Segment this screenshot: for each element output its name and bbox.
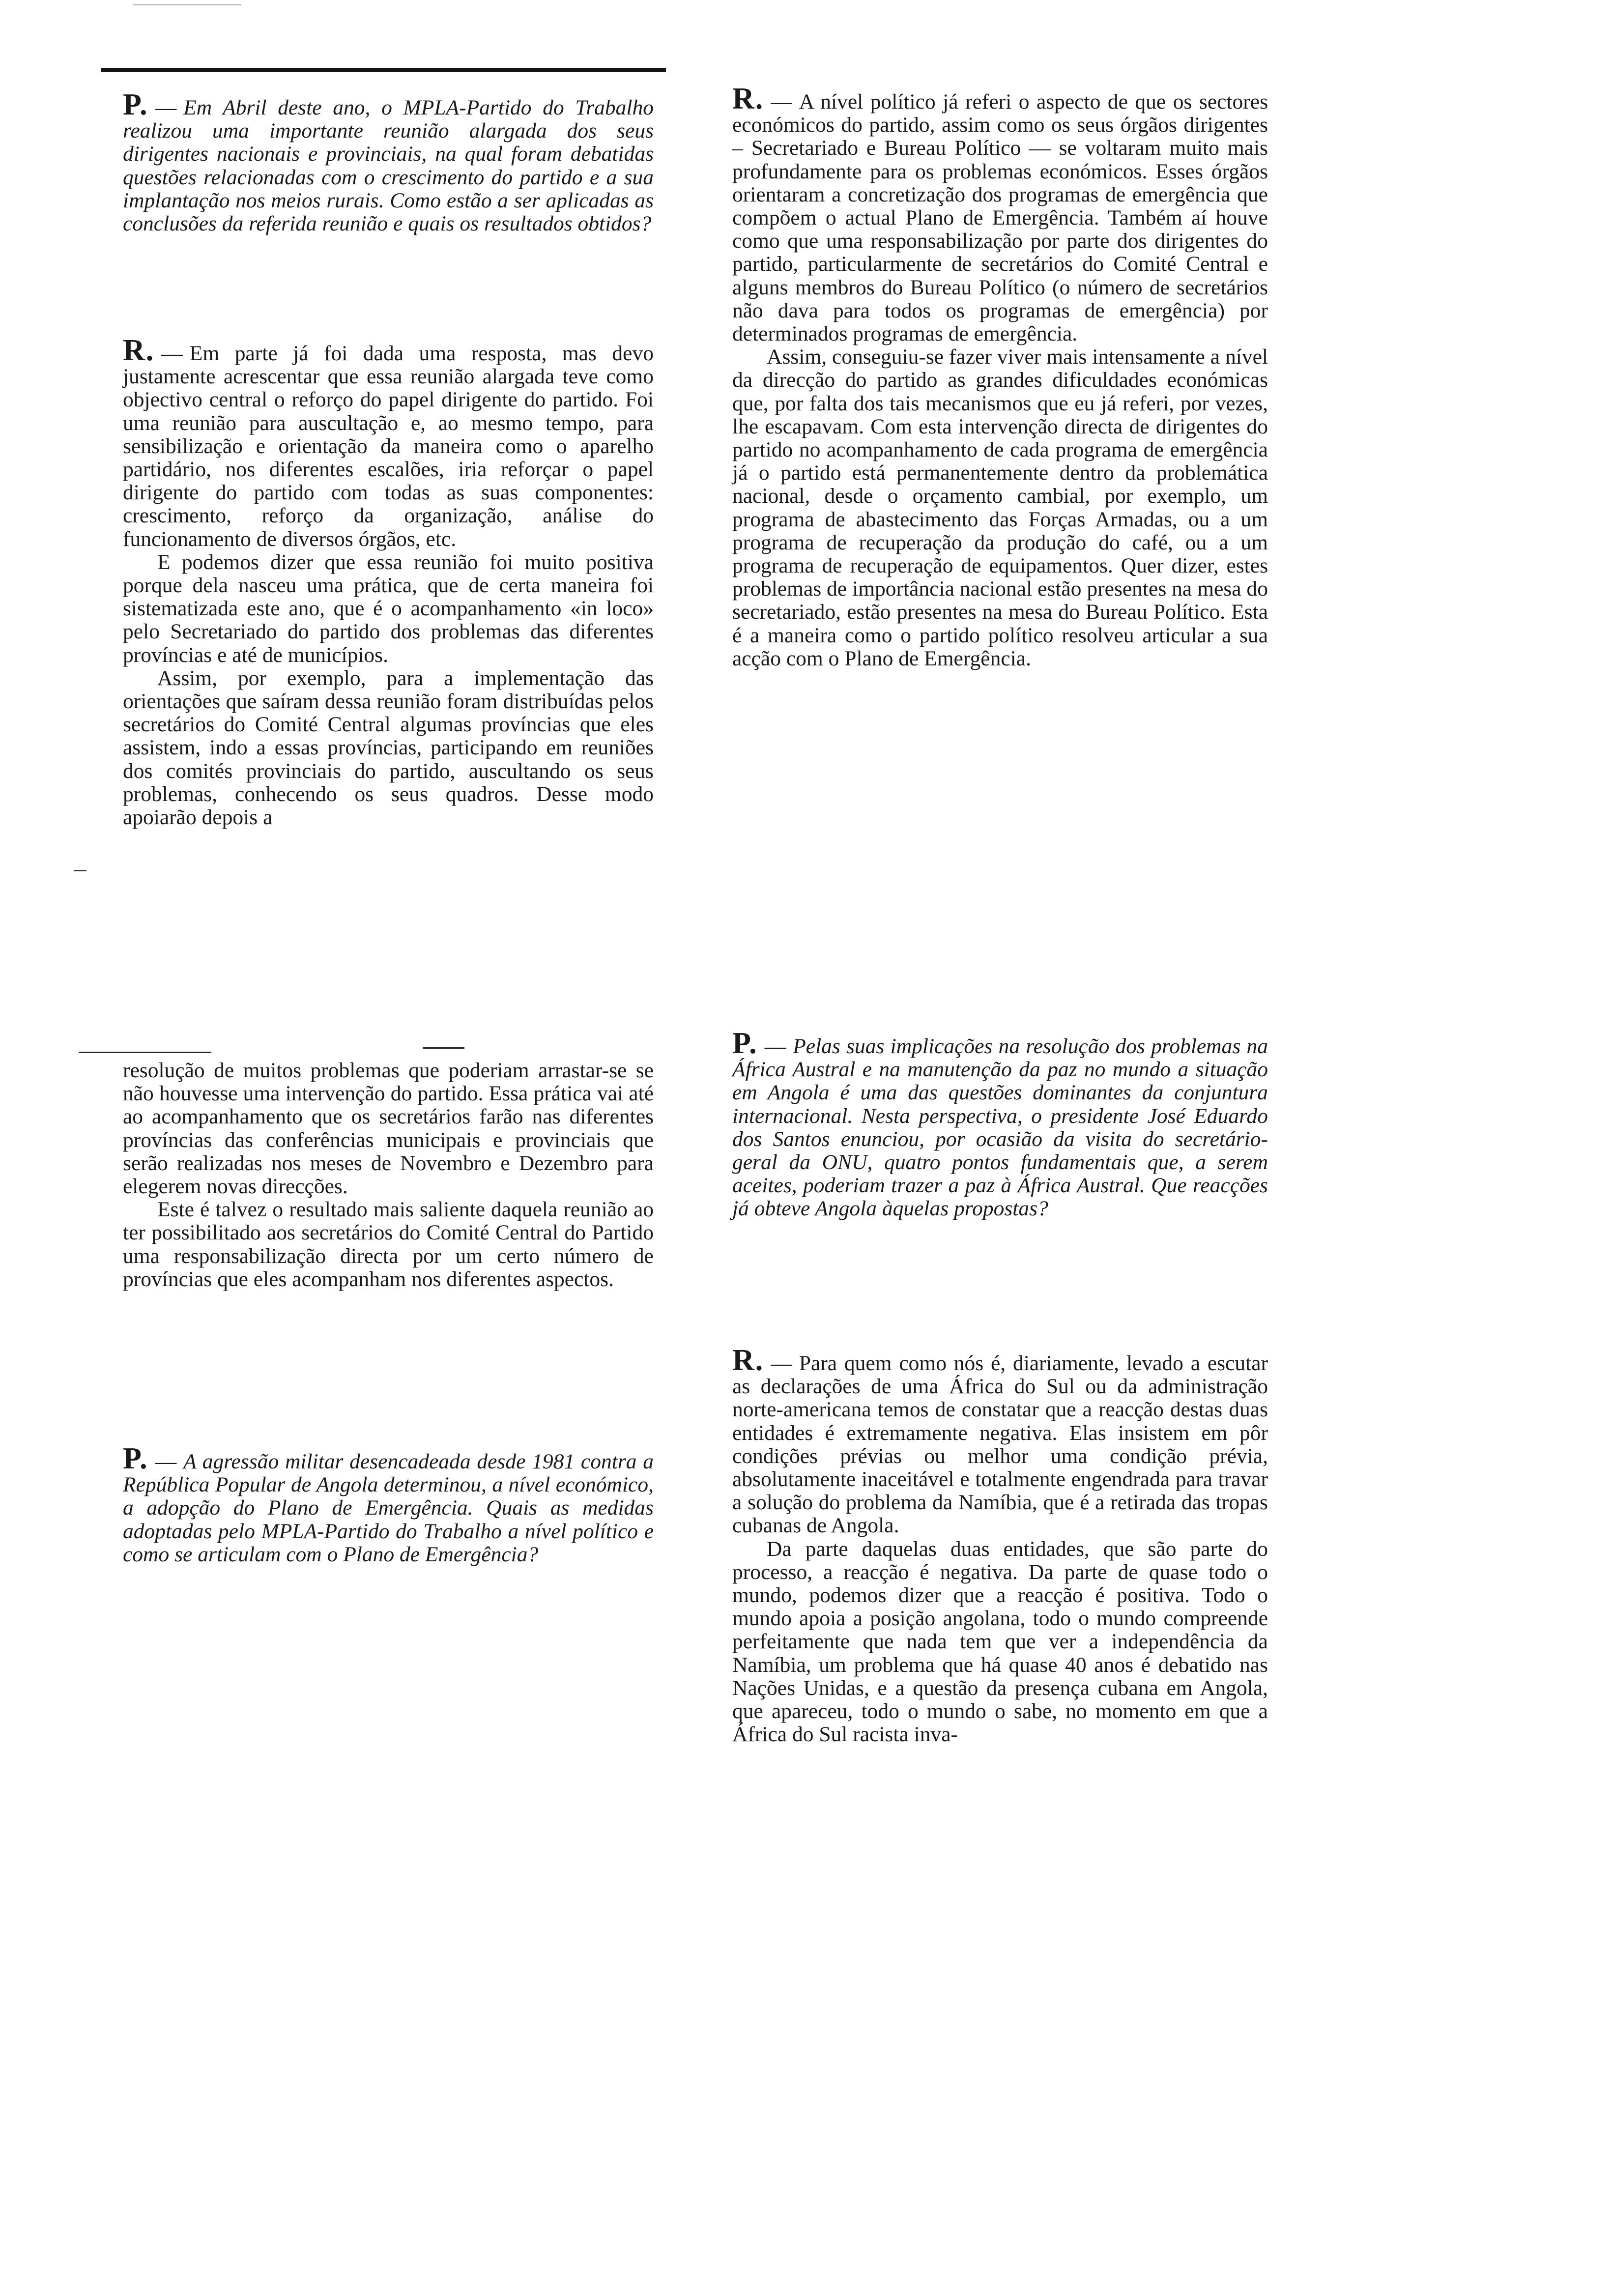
- paragraph: Assim, conseguiu-se fazer viver mais intensamente a nível da direcção do partido as grandes dificuldades económicas que, por falta dos tais mecanismos que eu já referi, por vezes, lhe escapavam. Com esta intervenção directa de dirigentes do partido no acompanhamento de cada programa de emergência já o partido está permanentemente dentro da problemática nacional, desde o orçamento cambial, por exemplo, um programa de abastecimento das Forças Armadas, ou a um programa de recuperação da produção do café, ou a um programa de recuperação de equipamentos. Quer dizer, estes problemas de importância nacional estão presentes na mesa do secretariado, estão presentes na mesa do Bureau Político. Esta é a maneira como o partido político resolveu articular a sua acção com o Plano de Emergência.: [732, 345, 1268, 670]
- question-2-text: A agressão militar desencadeada desde 1981 contra a República Popular de Angola determinou, a nível económico, a adopção do Plano de Emergência. Quais as medidas adoptadas pelo MPLA-Partido do Trabalho a nível político e como se articulam com o Plano de Emergência?: [123, 1450, 654, 1566]
- question-3-text: Pelas suas implicações na resolução dos problemas na África Austral e na manutenção da paz no mundo a situação em Angola é uma das questões dominantes da conjuntura internacional. Nesta perspectiva, o presidente José Eduardo dos Santos enunciou, por ocasião da visita do secretário-geral da ONU, quatro pontos fundamentais que, a serem aceites, poderiam trazer a paz à África Austral. Que reacções já obteve Angola àquelas propostas?: [732, 1034, 1268, 1221]
- dash: —: [161, 342, 183, 365]
- dash: —: [155, 96, 177, 119]
- paragraph: Assim, por exemplo, para a implementação das orientações que saíram dessa reunião foram distribuídas pelos secretários do Comité Central algumas províncias que eles assistem, indo a essas províncias, participando em reuniões dos comités provinciais do partido, auscultando os seus problemas, conhecendo os seus quadros. Desse modo apoiarão depois a: [123, 666, 654, 830]
- paragraph: [732, 1344, 1268, 1538]
- answer-2-p1: A nível político já referi o aspecto de que os sectores económicos do partido, assim como os seus órgãos dirigentes – Secretariado e Bureau Político — se voltaram muito mais profundamente para os problemas económicos. Esses órgãos orientaram a concretização dos programas de emergência que compõem o actual Plano de Emergência. Também aí houve como que uma responsabilização por parte dos dirigentes do partido, particularmente de secretários do Comité Central e alguns membros do Bureau Político (o número de secretários não dava para todos os programas de emergência) por determinados programas de emergência.: [732, 90, 1268, 346]
- paragraph: [732, 82, 1268, 346]
- scan-artifact-line: [133, 4, 241, 7]
- left-column-bottom: [123, 1442, 654, 1566]
- answer-1-continued: [123, 1059, 654, 1291]
- question-3: [732, 1027, 1268, 1221]
- answer-2: [732, 82, 1268, 670]
- answer-3: [732, 1344, 1268, 1747]
- paragraph: Da parte daquelas duas entidades, que são parte do processo, a reacção é negativa. Da parte de quase todo o mundo, podemos dizer que a reacção é positiva. Todo o mundo apoia a posição angolana, todo o mundo compreende perfeitamente que nada tem que ver a independência da Namíbia, um problema que há quase 40 anos é debatido nas Nações Unidas, e a questão da presença cubana em Angola, que apareceu, todo o mundo o sabe, no momento em que a África do Sul racista inva-: [732, 1537, 1268, 1747]
- top-rule: [101, 68, 666, 72]
- margin-tick: [74, 870, 86, 871]
- answer-marker: R.: [732, 1344, 764, 1377]
- right-column-question: [732, 1027, 1268, 1221]
- dash: —: [771, 90, 792, 114]
- question-marker: P.: [123, 1442, 148, 1475]
- paragraph: [123, 334, 654, 551]
- column-divider-rule: [79, 1052, 211, 1053]
- answer-3-p1: Para quem como nós é, diariamente, levado a escutar as declarações de uma África do Sul ou da administração norte-americana temos de constatar que a reacção destas duas entidades é extremamente negativa. Elas insistem em pôr condições prévias ou melhor uma condição prévia, absolutamente inaceitável e totalmente engendrada para travar a solução do problema da Namíbia, que é a retirada das tropas cubanas de Angola.: [732, 1351, 1268, 1538]
- question-marker: P.: [123, 88, 148, 121]
- dash: —: [764, 1034, 786, 1058]
- answer-marker: R.: [732, 82, 764, 115]
- answer-marker: R.: [123, 334, 155, 367]
- left-column-top: [123, 88, 654, 236]
- paragraph: resolução de muitos problemas que poderiam arrastar-se se não houvesse uma intervenção do partido. Essa prática vai até ao acompanhamento que os secretários farão nas diferentes províncias das conferências municipais e provinciais que serão realizadas nos meses de Novembro e Dezembro para elegerem novas direcções.: [123, 1059, 654, 1199]
- answer-1: [123, 334, 654, 830]
- column-divider-rule-short: [423, 1047, 464, 1049]
- answer-1-p1: Em parte já foi dada uma resposta, mas devo justamente acrescentar que essa reunião alargada teve como objectivo central o reforço do papel dirigente do partido. Foi uma reunião para auscultação e, ao mesmo tempo, para sensibilização e orientação da maneira como o aparelho partidário, nos diferentes escalões, iria reforçar o papel dirigente do partido com todas as suas componentes: crescimento, reforço da organização, análise do funcionamento de diversos órgãos, etc.: [123, 342, 654, 551]
- question-1: [123, 88, 654, 236]
- question-marker: P.: [732, 1027, 758, 1060]
- dash: —: [155, 1450, 177, 1473]
- paragraph: Este é talvez o resultado mais saliente daquela reunião ao ter possibilitado aos secretários do Comité Central do Partido uma responsabilização directa por um certo número de províncias que eles acompanham nos diferentes aspectos.: [123, 1198, 654, 1291]
- paragraph: E podemos dizer que essa reunião foi muito positiva porque dela nasceu uma prática, que de certa maneira foi sistematizada este ano, que é o acompanhamento «in loco» pelo Secretariado do partido dos problemas das diferentes províncias e até de municípios.: [123, 550, 654, 667]
- dash: —: [771, 1351, 792, 1375]
- question-1-text: Em Abril deste ano, o MPLA-Partido do Trabalho realizou uma importante reunião alargada dos seus dirigentes nacionais e provinciais, na qual foram debatidas questões relacionadas com o crescimento do partido e a sua implantação nos meios rurais. Como estão a ser aplicadas as conclusões da referida reunião e quais os resultados obtidos?: [123, 96, 654, 236]
- question-2: [123, 1442, 654, 1566]
